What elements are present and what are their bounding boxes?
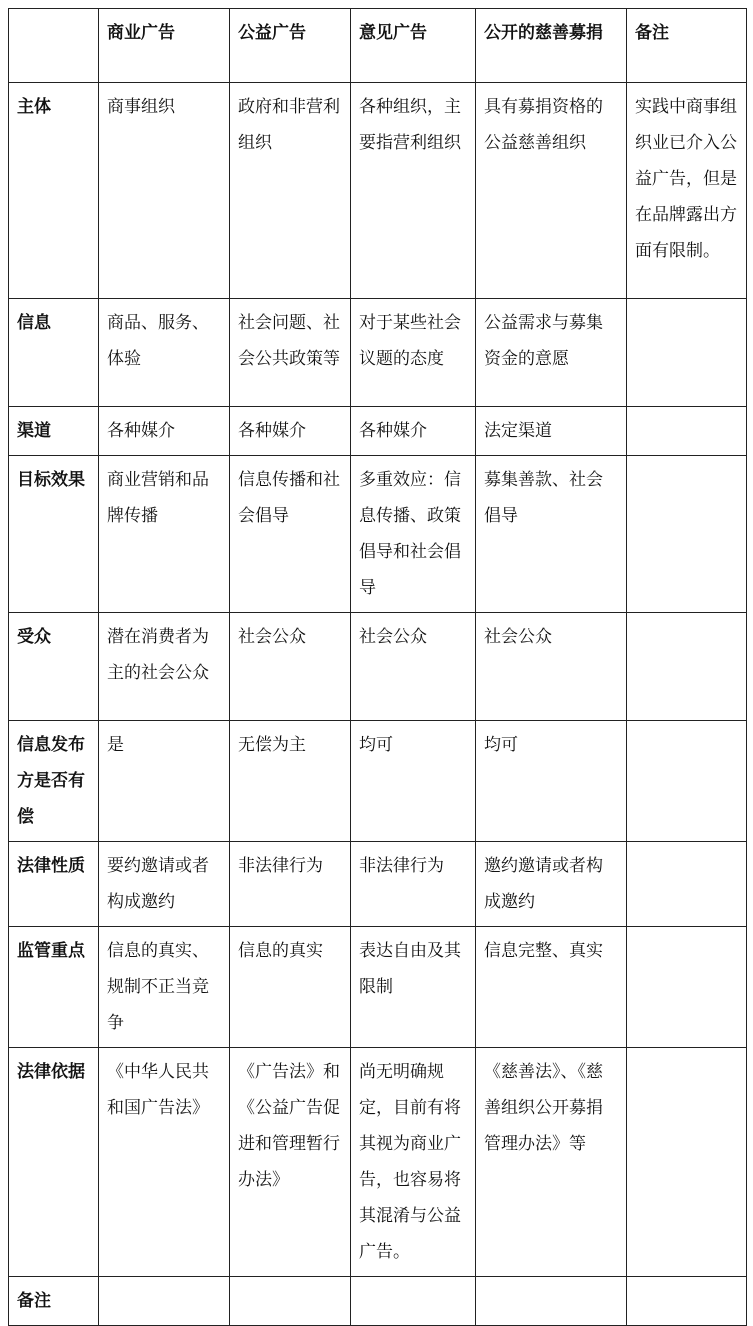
row-label-paid-publisher: 信息发布方是否有偿 — [9, 721, 99, 842]
table-cell: 无偿为主 — [230, 721, 351, 842]
table-cell: 非法律行为 — [351, 842, 476, 927]
table-cell: 各种媒介 — [230, 407, 351, 456]
header-charity-fundraising: 公开的慈善募捐 — [476, 9, 627, 83]
row-label-remarks: 备注 — [9, 1277, 99, 1326]
table-cell: 表达自由及其限制 — [351, 927, 476, 1048]
table-cell — [476, 1277, 627, 1326]
table-row — [9, 1048, 747, 1277]
table-cell: 实践中商事组织业已介入公益广告，但是在品牌露出方面有限制。 — [627, 83, 747, 299]
table-cell: 是 — [99, 721, 230, 842]
table-cell: 社会公众 — [230, 613, 351, 721]
table-cell: 信息的真实、规制不正当竞争 — [99, 927, 230, 1048]
table-row — [9, 613, 747, 721]
table-cell: 潜在消费者为主的社会公众 — [99, 613, 230, 721]
table-cell: 非法律行为 — [230, 842, 351, 927]
table-row — [9, 299, 747, 407]
table-cell: 《慈善法》、《慈善组织公开募捐管理办法》等 — [476, 1048, 627, 1277]
table-row — [9, 407, 747, 456]
table-cell: 具有募捐资格的公益慈善组织 — [476, 83, 627, 299]
table-row — [9, 83, 747, 299]
table-row — [9, 721, 747, 842]
table-cell: 邀约邀请或者构成邀约 — [476, 842, 627, 927]
table-cell: 各种媒介 — [351, 407, 476, 456]
table-cell: 商品、服务、体验 — [99, 299, 230, 407]
table-cell: 各种组织，主要指营利组织 — [351, 83, 476, 299]
table-cell: 均可 — [476, 721, 627, 842]
table-cell: 对于某些社会议题的态度 — [351, 299, 476, 407]
table-cell: 公益需求与募集资金的意愿 — [476, 299, 627, 407]
row-label-legal-basis: 法律依据 — [9, 1048, 99, 1277]
row-label-channel: 渠道 — [9, 407, 99, 456]
header-opinion-ad: 意见广告 — [351, 9, 476, 83]
table-cell — [627, 456, 747, 613]
row-label-subject: 主体 — [9, 83, 99, 299]
header-commercial-ad: 商业广告 — [99, 9, 230, 83]
table-cell — [627, 299, 747, 407]
row-label-information: 信息 — [9, 299, 99, 407]
table-cell: 各种媒介 — [99, 407, 230, 456]
table-cell: 商事组织 — [99, 83, 230, 299]
row-label-target-effect: 目标效果 — [9, 456, 99, 613]
row-label-audience: 受众 — [9, 613, 99, 721]
table-row — [9, 842, 747, 927]
table-cell — [627, 721, 747, 842]
table-row — [9, 1277, 747, 1326]
header-corner-cell — [9, 9, 99, 83]
row-label-legal-nature: 法律性质 — [9, 842, 99, 927]
table-cell: 《广告法》和《公益广告促进和管理暂行办法》 — [230, 1048, 351, 1277]
table-cell: 《中华人民共和国广告法》 — [99, 1048, 230, 1277]
table-cell: 募集善款、社会倡导 — [476, 456, 627, 613]
table-cell — [351, 1277, 476, 1326]
table-cell — [627, 1277, 747, 1326]
table-cell: 要约邀请或者构成邀约 — [99, 842, 230, 927]
table-cell — [230, 1277, 351, 1326]
table-cell: 尚无明确规定，目前有将其视为商业广告，也容易将其混淆与公益广告。 — [351, 1048, 476, 1277]
table-cell: 社会公众 — [476, 613, 627, 721]
table-cell: 社会问题、社会公共政策等 — [230, 299, 351, 407]
table-cell: 信息传播和社会倡导 — [230, 456, 351, 613]
header-public-service-ad: 公益广告 — [230, 9, 351, 83]
table-cell — [627, 842, 747, 927]
table-cell: 政府和非营利组织 — [230, 83, 351, 299]
table-cell — [99, 1277, 230, 1326]
table-cell — [627, 407, 747, 456]
table-cell — [627, 1048, 747, 1277]
table-row — [9, 456, 747, 613]
comparison-table — [8, 8, 747, 1326]
table-cell: 社会公众 — [351, 613, 476, 721]
table-cell: 信息完整、真实 — [476, 927, 627, 1048]
table-cell — [627, 927, 747, 1048]
table-cell: 均可 — [351, 721, 476, 842]
table-cell: 信息的真实 — [230, 927, 351, 1048]
table-cell: 法定渠道 — [476, 407, 627, 456]
header-remarks: 备注 — [627, 9, 747, 83]
table-cell: 多重效应：信息传播、政策倡导和社会倡导 — [351, 456, 476, 613]
header-row — [9, 9, 747, 83]
table-row — [9, 927, 747, 1048]
row-label-regulatory-focus: 监管重点 — [9, 927, 99, 1048]
table-cell — [627, 613, 747, 721]
table-cell: 商业营销和品牌传播 — [99, 456, 230, 613]
